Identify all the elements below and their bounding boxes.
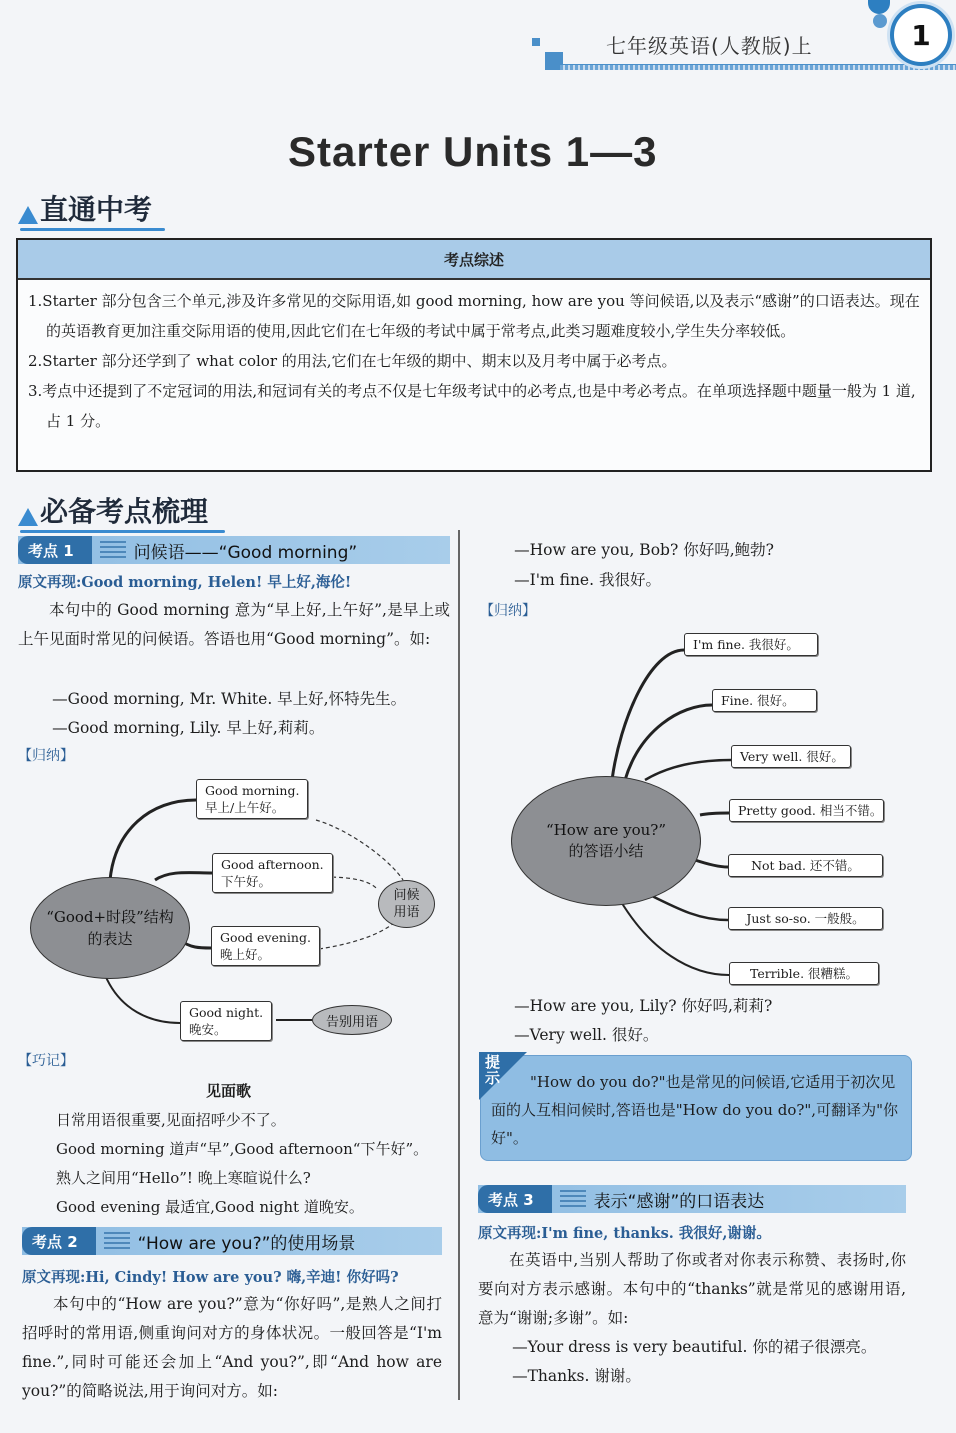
point-header-3 [478, 1185, 906, 1213]
mindmap-1-node: Good afternoon. 下午好。 [212, 853, 333, 893]
example: —Good morning, Mr. White. 早上好,怀特先生。 [52, 690, 407, 708]
memo-tag: 【巧记】 [18, 1053, 74, 1069]
point-badge: 考点 1 [18, 536, 92, 564]
rhyme-title: 见面歌 [206, 1082, 252, 1100]
mindmap-1-node: Good morning. 早上/上午好。 [196, 779, 308, 819]
original-text: 原文再现:I'm fine, thanks. 我很好,谢谢。 [478, 1225, 771, 1242]
farewell-label-oval: 告别用语 [312, 1005, 392, 1035]
greeting-label-oval: 问候用语 [378, 880, 435, 928]
tip-text: "How do you do?"也是常见的问候语,它适用于初次见面的人互相问候时,答语也是"How do you do?",可翻译为"你好"。 [491, 1073, 898, 1147]
tip-label: 提示 [485, 1053, 501, 1087]
explanation: 本句中的“How are you?”意为“你好吗”,是熟人之间打招呼时的常用语,侧重询问对方的身体状况。一般回答是“I'm fine.”,同时可能还会加上“And you?”,即“And how are you?”的简略说法,用于询问对方。如: [22, 1295, 442, 1400]
mindmap-2-center: “How are you?” 的答语小结 [511, 776, 701, 906]
example: —Your dress is very beautiful. 你的裙子很漂亮。 [512, 1338, 877, 1356]
section-heading-text: 必备考点梳理 [40, 495, 209, 528]
explanation: 在英语中,当别人帮助了你或者对你表示称赞、表扬时,你要向对方表示感谢。本句中的“thanks”就是常见的感谢用语,意为“谢谢;多谢”。如: [478, 1251, 906, 1327]
mindmap-2-node: I'm fine. 我很好。 [684, 633, 818, 656]
mindmap-2-node: Not bad. 还不错。 [728, 854, 883, 877]
review-item: 3.考点中还提到了不定冠词的用法,和冠词有关的考点不仅是七年级考试中的必考点,也是中考必考点。在单项选择题中题量一般为 1 道,占 1 分。 [28, 382, 916, 430]
stripes-icon [560, 1190, 586, 1208]
review-item: 2.Starter 部分还学到了 what color 的用法,它们在七年级的期中、期末以及月考中属于必考点。 [28, 352, 677, 370]
tip-box [480, 1055, 912, 1161]
summary-tag: 【归纳】 [480, 603, 536, 619]
explanation: 本句中的 Good morning 意为“早上好,上午好”,是早上或上午见面时常见的问候语。答语也用“Good morning”。如: [18, 601, 450, 648]
example: —Good morning, Lily. 早上好,莉莉。 [52, 719, 325, 737]
point-title: 问候语——“Good morning” [133, 542, 358, 563]
page-number: 1 [890, 4, 952, 66]
point-badge: 考点 3 [478, 1185, 552, 1213]
review-box-title: 考点综述 [18, 240, 930, 280]
point-title: “How are you?”的使用场景 [137, 1233, 356, 1254]
example: —How are you, Lily? 你好吗,莉莉? [514, 997, 773, 1015]
example: —Thanks. 谢谢。 [512, 1367, 641, 1385]
example: —Very well. 很好。 [514, 1026, 659, 1044]
review-item: 1.Starter 部分包含三个单元,涉及许多常见的交际用语,如 good morning, how are you 等问候语,以及表示“感谢”的口语表达。现在的英语教育更加注重交际用语的使用,因此它们在七年级的考试中属于常考点,此类习题难度较小,学生失分率较低。 [28, 292, 920, 340]
mindmap-2-node: Very well. 很好。 [731, 745, 851, 768]
mindmap-2-node: Fine. 很好。 [712, 689, 817, 712]
rhyme-line: 日常用语很重要,见面招呼少不了。 [56, 1111, 286, 1129]
original-text: 原文再现:Good morning, Helen! 早上好,海伦! [18, 574, 352, 591]
mindmap-2-node: Pretty good. 相当不错。 [729, 799, 884, 822]
mindmap-2-node: Just so-so. 一般般。 [728, 907, 883, 930]
rhyme-line: Good evening 最适宜,Good night 道晚安。 [56, 1198, 364, 1216]
example: —I'm fine. 我很好。 [514, 571, 661, 589]
mindmap-1-node: Good night. 晚安。 [180, 1001, 272, 1041]
original-text: 原文再现:Hi, Cindy! How are you? 嗨,辛迪! 你好吗? [22, 1269, 399, 1286]
book-title: 七年级英语(人教版)上 [606, 34, 813, 58]
mindmap-2-node: Terrible. 很糟糕。 [729, 962, 879, 985]
page-title: Starter Units 1—3 [288, 128, 658, 175]
rhyme-line: Good morning 道声“早”,Good afternoon“下午好”。 [56, 1140, 429, 1158]
point-title: 表示“感谢”的口语表达 [593, 1191, 765, 1212]
mindmap-1-center: “Good+时段”结构的表达 [30, 877, 190, 979]
example: —How are you, Bob? 你好吗,鲍勃? [514, 541, 774, 559]
summary-tag: 【归纳】 [18, 748, 74, 764]
point-badge: 考点 2 [22, 1227, 96, 1255]
rhyme-line: 熟人之间用“Hello”! 晚上寒暄说什么? [56, 1169, 311, 1187]
section-heading-text: 直通中考 [40, 193, 153, 226]
mindmap-1-node: Good evening. 晚上好。 [211, 926, 320, 966]
